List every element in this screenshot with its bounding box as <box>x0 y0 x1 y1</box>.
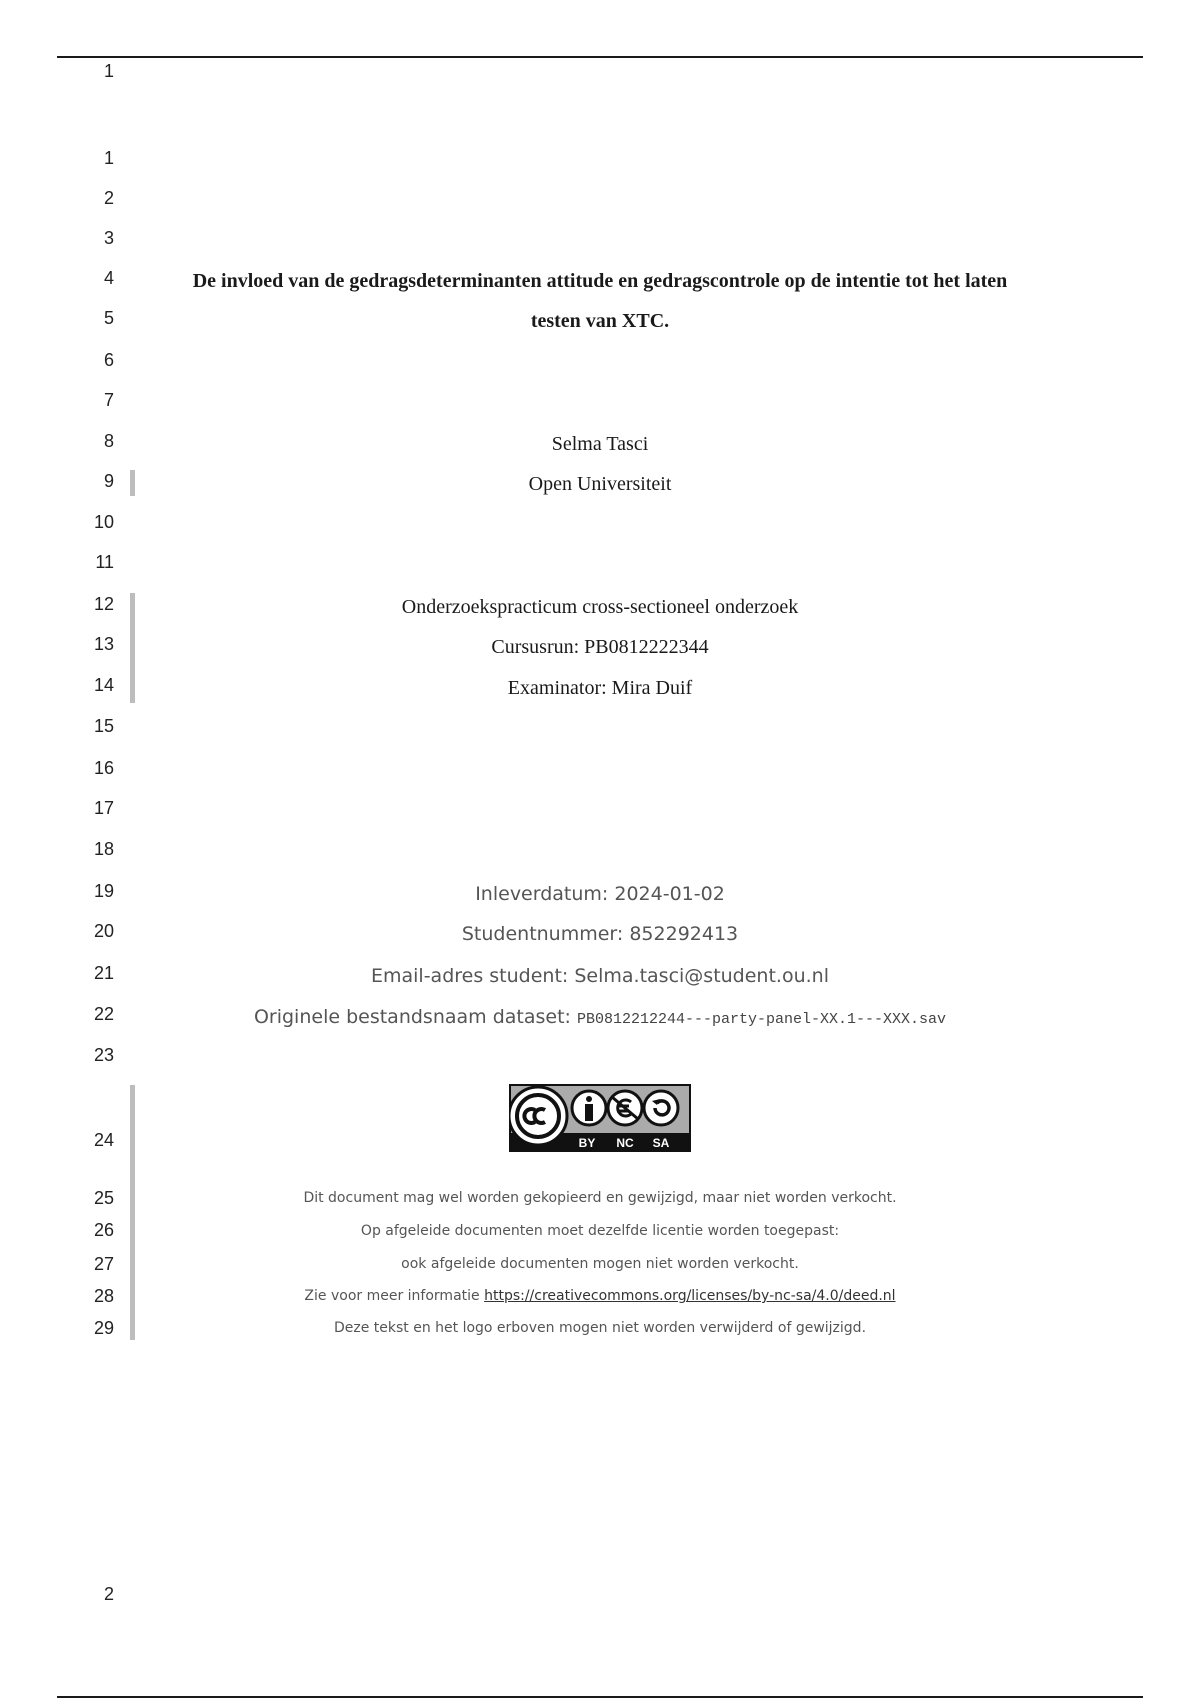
line-number: 22 <box>93 1004 114 1024</box>
line-number: 29 <box>93 1318 114 1338</box>
line-number: 8 <box>103 431 114 451</box>
line-number: 19 <box>93 881 114 901</box>
author-name: Selma Tasci <box>551 433 649 455</box>
license-info-prefix: Zie voor meer informatie <box>304 1288 485 1304</box>
line-number: 17 <box>93 798 114 818</box>
page-footer-number: 2 <box>103 1584 114 1604</box>
license-link[interactable]: https://creativecommons.org/licenses/by-nc-sa/4.0/deed.nl <box>484 1288 896 1304</box>
line-number: 21 <box>93 963 114 983</box>
line-number: 16 <box>93 758 114 778</box>
line-number: 23 <box>93 1045 114 1065</box>
line-number: 18 <box>93 839 114 859</box>
page-header-number: 1 <box>103 61 114 81</box>
change-bar <box>130 593 135 703</box>
line-number: 6 <box>103 350 114 370</box>
submission-date: Inleverdatum: 2024-01-02 <box>475 883 725 905</box>
line-number: 14 <box>93 675 114 695</box>
line-number: 13 <box>93 634 114 654</box>
change-bar <box>130 470 135 496</box>
dataset-label: Originele bestandsnaam dataset: <box>253 1006 577 1028</box>
footer-rule <box>57 1696 1143 1698</box>
svg-text:NC: NC <box>616 1136 634 1150</box>
cc-by-nc-sa-logo <box>509 1084 691 1152</box>
license-line-5: Deze tekst en het logo erboven mogen niet worden verwijderd of gewijzigd. <box>333 1320 867 1336</box>
line-number: 24 <box>93 1130 114 1150</box>
svg-text:BY: BY <box>578 1136 596 1150</box>
line-number: 11 <box>95 552 114 572</box>
license-line-4 <box>140 1286 1060 1306</box>
line-number: 20 <box>93 921 114 941</box>
line-number: 26 <box>93 1220 114 1240</box>
line-number: 12 <box>93 594 114 614</box>
line-number: 27 <box>93 1254 114 1274</box>
line-number: 3 <box>103 228 114 248</box>
author-institution: Open Universiteit <box>528 473 672 495</box>
title-line-2: testen van XTC. <box>530 310 670 332</box>
license-line-1: Dit document mag wel worden gekopieerd en gewijzigd, maar niet worden verkocht. <box>303 1190 897 1206</box>
license-line-2: Op afgeleide documenten moet dezelfde licentie worden toegepast: <box>360 1223 840 1239</box>
course-run: Cursusrun: PB0812222344 <box>491 636 709 658</box>
line-number: 1 <box>103 148 114 168</box>
student-number: Studentnummer: 852292413 <box>461 923 739 945</box>
line-number: 2 <box>103 188 114 208</box>
course-name: Onderzoekspracticum cross-sectioneel onderzoek <box>401 596 799 618</box>
line-number: 10 <box>93 512 114 532</box>
header-rule <box>57 56 1143 58</box>
line-number: 9 <box>103 471 114 491</box>
dataset-filename <box>140 1004 1060 1033</box>
line-number: 7 <box>103 390 114 410</box>
line-number: 5 <box>103 308 114 328</box>
svg-text:SA: SA <box>652 1136 670 1150</box>
change-bar <box>130 1085 135 1340</box>
line-number: 15 <box>93 716 114 736</box>
course-examiner: Examinator: Mira Duif <box>507 677 693 699</box>
line-number: 28 <box>93 1286 114 1306</box>
line-number: 4 <box>103 268 114 288</box>
line-number: 25 <box>93 1188 114 1208</box>
title-line-1: De invloed van de gedragsdeterminanten attitude en gedragscontrole op de intentie tot het laten <box>192 270 1008 292</box>
student-email: Email-adres student: Selma.tasci@student.ou.nl <box>370 965 829 987</box>
license-line-3: ook afgeleide documenten mogen niet worden verkocht. <box>401 1256 799 1272</box>
dataset-file: PB0812212244---party-panel-XX.1---XXX.sav <box>576 1011 947 1028</box>
